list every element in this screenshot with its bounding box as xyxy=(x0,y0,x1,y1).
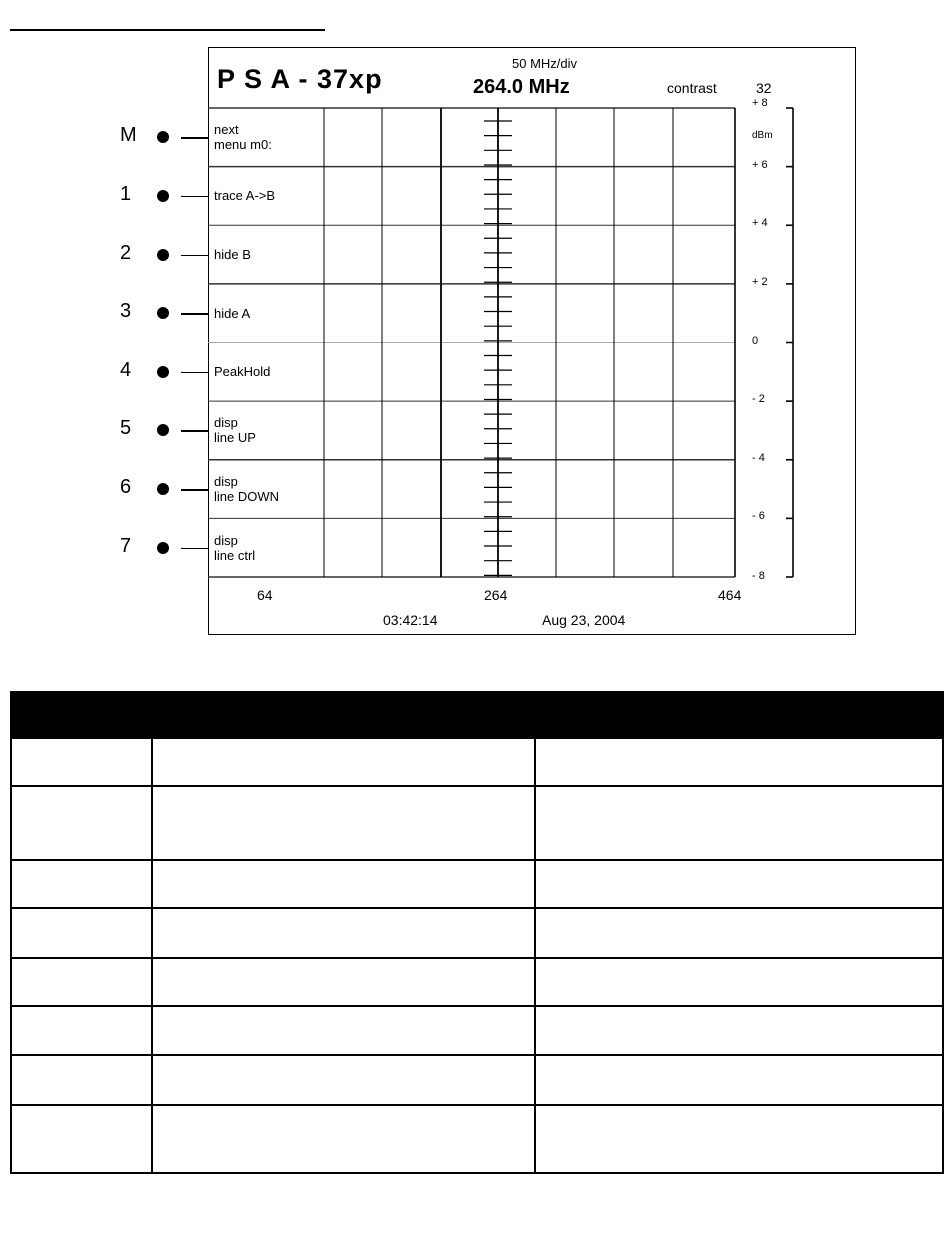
table-row xyxy=(11,1055,943,1105)
softkey-label: PeakHold xyxy=(214,364,271,380)
scale-tick-label: + 2 xyxy=(752,275,768,288)
softkey-number: 6 xyxy=(120,476,132,499)
center-frequency: 264.0 MHz xyxy=(473,76,570,98)
softkey-button[interactable] xyxy=(157,366,169,378)
scale-tick-label: - 8 xyxy=(752,570,765,582)
softkey-number: 7 xyxy=(120,534,132,557)
softkey-label: disp line ctrl xyxy=(214,532,256,563)
x-label-center: 264 xyxy=(484,587,508,603)
scale-tick-label: + 6 xyxy=(752,158,768,171)
softkey-label: next menu m0: xyxy=(214,122,272,153)
softkey-label: hide A xyxy=(214,305,251,321)
scale-tick-label: - 2 xyxy=(752,393,765,406)
scale-tick-label: 0 xyxy=(752,334,759,347)
table-row xyxy=(11,860,943,908)
softkey-leader-line xyxy=(181,372,209,374)
table-row xyxy=(11,908,943,958)
softkey-leader-line xyxy=(181,196,209,198)
scale-tick-label: + 4 xyxy=(752,217,768,230)
table-row xyxy=(11,738,943,786)
softkey-leader-line xyxy=(181,255,209,257)
table-row xyxy=(11,1105,943,1173)
softkey-leader-line xyxy=(181,313,209,315)
softkey-leader-line xyxy=(181,137,209,139)
table-row xyxy=(11,1006,943,1055)
scale-tick-label: - 4 xyxy=(752,451,765,464)
softkey-leader-line xyxy=(181,430,209,432)
softkey-number: M xyxy=(120,124,137,147)
contrast-value: 32 xyxy=(756,80,772,96)
x-label-right: 464 xyxy=(718,587,742,603)
softkey-leader-line xyxy=(181,489,209,491)
softkey-number: 3 xyxy=(120,300,132,323)
table-row xyxy=(11,786,943,860)
softkey-label: disp line DOWN xyxy=(214,474,280,505)
softkey-label: trace A->B xyxy=(214,188,276,204)
table-row xyxy=(11,958,943,1006)
softkey-number: 1 xyxy=(120,182,132,205)
device-title: P S A - 37xp xyxy=(217,64,383,94)
softkey-button[interactable] xyxy=(157,249,169,261)
softkey-button[interactable] xyxy=(157,190,169,202)
softkey-number: 2 xyxy=(120,241,132,264)
scale-tick-label: + 8 xyxy=(752,97,768,109)
contrast-label: contrast xyxy=(667,80,717,96)
softkey-button[interactable] xyxy=(157,542,169,554)
scale-tick-label: - 6 xyxy=(752,510,765,523)
softkey-button[interactable] xyxy=(157,483,169,495)
date: Aug 23, 2004 xyxy=(542,612,626,628)
scale-per-div: 50 MHz/div xyxy=(512,56,578,71)
table-header xyxy=(11,692,943,738)
softkey-table xyxy=(10,691,944,1174)
unit-label: dBm xyxy=(752,130,773,141)
softkey-number: 5 xyxy=(120,417,132,440)
softkey-number: 4 xyxy=(120,358,132,381)
x-label-left: 64 xyxy=(257,587,273,603)
softkey-label: disp line UP xyxy=(214,415,256,446)
clock-time: 03:42:14 xyxy=(383,612,438,628)
softkey-leader-line xyxy=(181,548,209,550)
softkey-label: hide B xyxy=(214,247,251,263)
